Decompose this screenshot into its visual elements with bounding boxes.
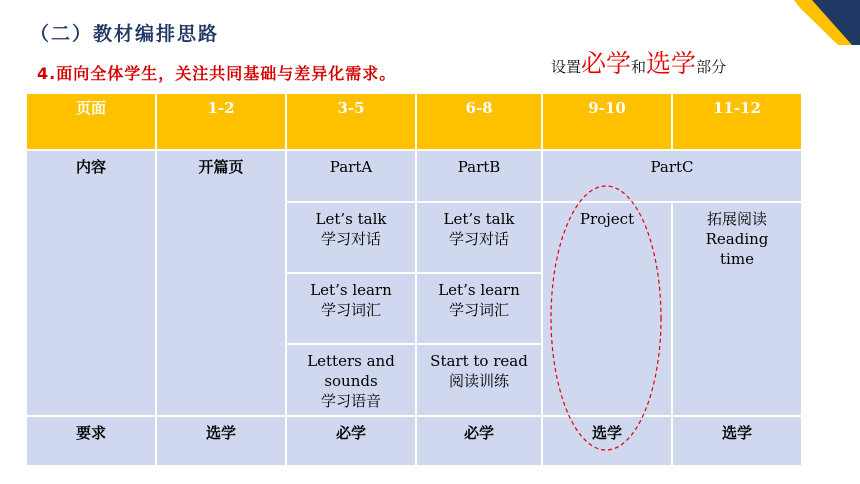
part-a-sounds-cell bbox=[286, 344, 416, 416]
requirement-elective-cell: 选学 bbox=[156, 416, 286, 466]
header-cell-1-2: 1-2 bbox=[156, 93, 286, 150]
header-cell-pages: 页面 bbox=[26, 93, 156, 150]
cell-line: 阅读训练 bbox=[448, 372, 509, 390]
required-elective-note bbox=[551, 44, 726, 80]
requirement-required-cell: 必学 bbox=[286, 416, 416, 466]
cell-line: Let’s talk bbox=[315, 210, 387, 228]
part-b-talk-cell bbox=[416, 202, 542, 273]
cell-line: sounds bbox=[324, 372, 378, 390]
cell-line: 拓展阅读 bbox=[706, 210, 767, 228]
cell-line: 学习词汇 bbox=[448, 301, 509, 319]
part-b-read-cell bbox=[416, 344, 542, 416]
cell-line: 学习对话 bbox=[448, 230, 509, 248]
opening-page-cell: 开篇页 bbox=[156, 150, 286, 416]
textbook-structure-table bbox=[25, 92, 803, 467]
note-middle: 和 bbox=[631, 58, 647, 76]
reading-time-cell bbox=[672, 202, 802, 416]
part-b-learn-cell bbox=[416, 273, 542, 344]
content-label-cell: 内容 bbox=[26, 150, 156, 416]
header-cell-11-12: 11-12 bbox=[672, 93, 802, 150]
section-subtitle: 4.面向全体学生，关注共同基础与差异化需求。 bbox=[37, 64, 397, 83]
cell-line: Letters and bbox=[307, 352, 395, 370]
requirement-elective-cell: 选学 bbox=[672, 416, 802, 466]
corner-decoration bbox=[750, 0, 860, 45]
requirement-required-cell: 必学 bbox=[416, 416, 542, 466]
note-elective: 选学 bbox=[646, 49, 697, 78]
requirement-elective-cell: 选学 bbox=[542, 416, 672, 466]
part-a-cell: PartA bbox=[286, 150, 416, 202]
table-row-parts bbox=[26, 150, 802, 202]
table-header-row bbox=[26, 93, 802, 150]
cell-line: 学习语音 bbox=[320, 392, 381, 410]
note-suffix: 部分 bbox=[696, 58, 727, 76]
cell-line: Let’s learn bbox=[310, 281, 392, 299]
note-required: 必学 bbox=[581, 49, 632, 78]
cell-line: 学习词汇 bbox=[320, 301, 381, 319]
project-highlight-oval bbox=[548, 183, 664, 453]
note-prefix: 设置 bbox=[551, 58, 582, 76]
cell-line: 学习对话 bbox=[320, 230, 381, 248]
table-row-requirements bbox=[26, 416, 802, 466]
cell-line: Let’s talk bbox=[443, 210, 515, 228]
cell-line: Start to read bbox=[430, 352, 528, 370]
header-cell-6-8: 6-8 bbox=[416, 93, 542, 150]
page-title: （二）教材编排思路 bbox=[30, 23, 220, 45]
part-b-cell: PartB bbox=[416, 150, 542, 202]
part-a-learn-cell bbox=[286, 273, 416, 344]
cell-line: Reading bbox=[705, 230, 769, 248]
cell-line: time bbox=[720, 250, 754, 268]
header-cell-9-10: 9-10 bbox=[542, 93, 672, 150]
header-cell-3-5: 3-5 bbox=[286, 93, 416, 150]
project-cell: Project bbox=[542, 202, 672, 416]
cell-line: Let’s learn bbox=[438, 281, 520, 299]
part-c-cell: PartC bbox=[542, 150, 802, 202]
part-a-talk-cell bbox=[286, 202, 416, 273]
requirement-label-cell: 要求 bbox=[26, 416, 156, 466]
